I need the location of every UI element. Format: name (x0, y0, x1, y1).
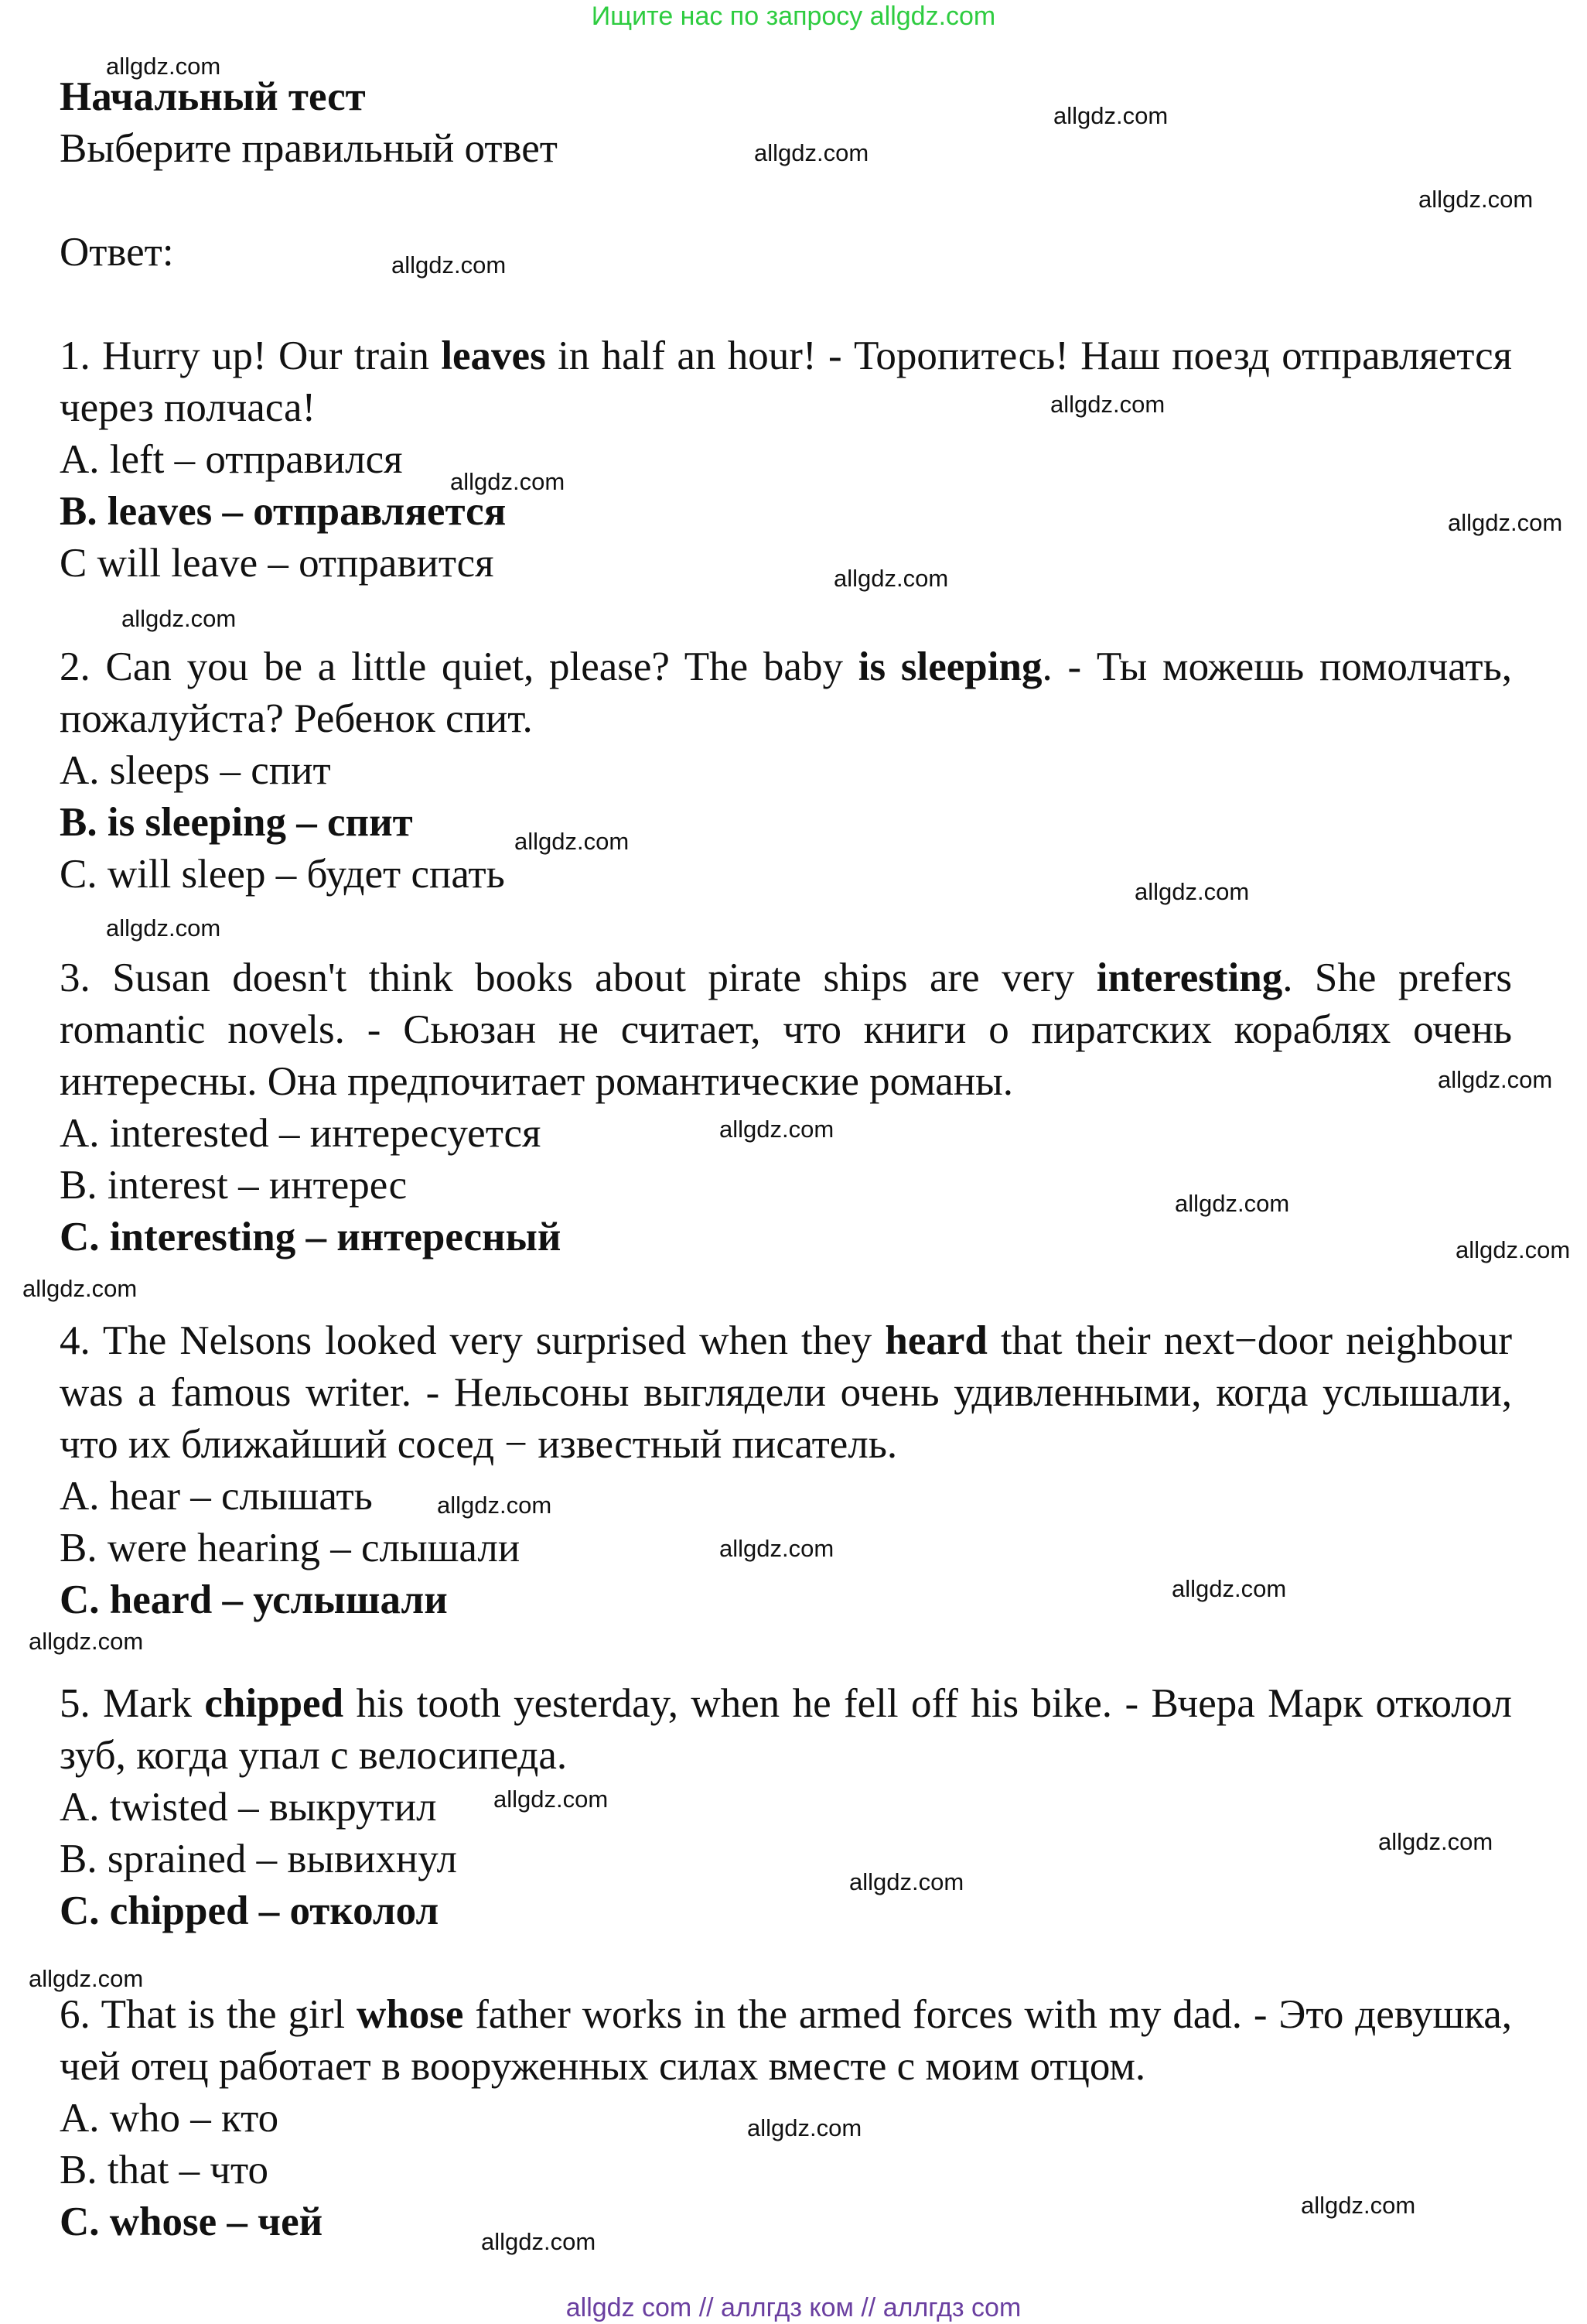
watermark: allgdz.com (437, 1492, 552, 1519)
option-b-correct: B. is sleeping – спит (60, 800, 413, 845)
top-banner: Ищите нас по запросу allgdz.com (591, 2, 996, 31)
watermark: allgdz.com (1301, 2192, 1416, 2219)
watermark: allgdz.com (1050, 391, 1166, 418)
option-c-correct: C. whose – чей (60, 2199, 323, 2244)
watermark: allgdz.com (450, 468, 565, 495)
footer: allgdz com // аллгдз ком // аллгдз com (565, 2293, 1022, 2322)
question-1: 1. Hurry up! Our train leaves in half an hour! - Торопитесь! Наш поезд отправляется через полчаса! (60, 333, 1512, 430)
key-word: heard (885, 1318, 988, 1363)
key-word: chipped (204, 1681, 344, 1726)
option-a: A. left – отправился (60, 437, 403, 482)
option-a: A. twisted – выкрутил (60, 1785, 437, 1830)
key-word: is sleeping (858, 644, 1043, 689)
watermark: allgdz.com (719, 1116, 834, 1143)
option-c-correct: C. heard – услышали (60, 1577, 448, 1622)
watermark: allgdz.com (1448, 509, 1563, 536)
watermark: allgdz.com (1456, 1236, 1571, 1263)
watermark: allgdz.com (1438, 1066, 1553, 1093)
option-c-correct: C. chipped – отколол (60, 1888, 439, 1933)
question-6: 6. That is the girl whose father works in the armed forces with my dad. - Это девушка, чей отец работает в вооруженных силах вместе с моим отцом. (60, 1992, 1512, 2089)
answer-label: Ответ: (60, 230, 174, 275)
option-c: C will leave – отправится (60, 541, 494, 586)
watermark: allgdz.com (1172, 1575, 1287, 1602)
watermark: allgdz.com (121, 605, 237, 632)
page-title: Начальный тест (60, 74, 366, 119)
option-b: B. were hearing – слышали (60, 1526, 520, 1570)
watermark: allgdz.com (29, 1628, 144, 1655)
question-5: 5. Mark chipped his tooth yesterday, when he fell off his bike. - Вчера Марк отколол зуб, когда упал с велосипеда. (60, 1681, 1512, 1778)
watermark: allgdz.com (29, 1965, 144, 1992)
instruction: Выберите правильный ответ (60, 126, 558, 171)
option-c-correct: C. interesting – интересный (60, 1215, 561, 1259)
watermark: allgdz.com (1135, 878, 1250, 905)
watermark: allgdz.com (754, 139, 869, 166)
key-word: interesting (1096, 955, 1283, 1000)
question-3: 3. Susan doesn't think books about pirate ships are very interesting. She prefers romantic novels. - Сьюзан не считает, что книги о пиратских кораблях очень интересны. Она предпочитает романтические романы. (60, 955, 1512, 1104)
watermark: allgdz.com (493, 1786, 609, 1813)
option-a: A. hear – слышать (60, 1474, 373, 1519)
watermark: allgdz.com (22, 1275, 138, 1302)
option-b: B. sprained – вывихнул (60, 1837, 457, 1881)
option-a: A. interested – интересуется (60, 1111, 541, 1156)
option-a: A. sleeps – спит (60, 748, 331, 793)
watermark: allgdz.com (106, 914, 221, 942)
watermark: allgdz.com (834, 565, 949, 592)
watermark: allgdz.com (1175, 1190, 1290, 1217)
watermark: allgdz.com (514, 828, 630, 855)
watermark: allgdz.com (849, 1868, 964, 1895)
watermark: allgdz.com (1378, 1828, 1493, 1855)
watermark: allgdz.com (481, 2228, 596, 2255)
watermark: allgdz.com (1418, 186, 1534, 213)
watermark: allgdz.com (1053, 102, 1169, 129)
question-4: 4. The Nelsons looked very surprised when they heard that their next−door neighbour was a famous writer. - Нельсоны выглядели очень удивленными, когда услышали, что их ближайший сосед − известный писатель. (60, 1318, 1512, 1467)
watermark: allgdz.com (391, 251, 507, 279)
watermark: allgdz.com (106, 53, 221, 80)
watermark: allgdz.com (747, 2114, 862, 2141)
option-b: B. interest – интерес (60, 1163, 408, 1208)
key-word: whose (357, 1992, 464, 2037)
question-2: 2. Can you be a little quiet, please? The baby is sleeping. - Ты можешь помолчать, пожалуйста? Ребенок спит. (60, 644, 1513, 741)
option-b: B. that – что (60, 2148, 268, 2192)
watermark: allgdz.com (719, 1535, 834, 1562)
document-body (60, 71, 1512, 2248)
option-a: A. who – кто (60, 2096, 279, 2141)
option-c: C. will sleep – будет спать (60, 852, 505, 897)
key-word: leaves (441, 333, 546, 378)
option-b-correct: B. leaves – отправляется (60, 489, 507, 534)
